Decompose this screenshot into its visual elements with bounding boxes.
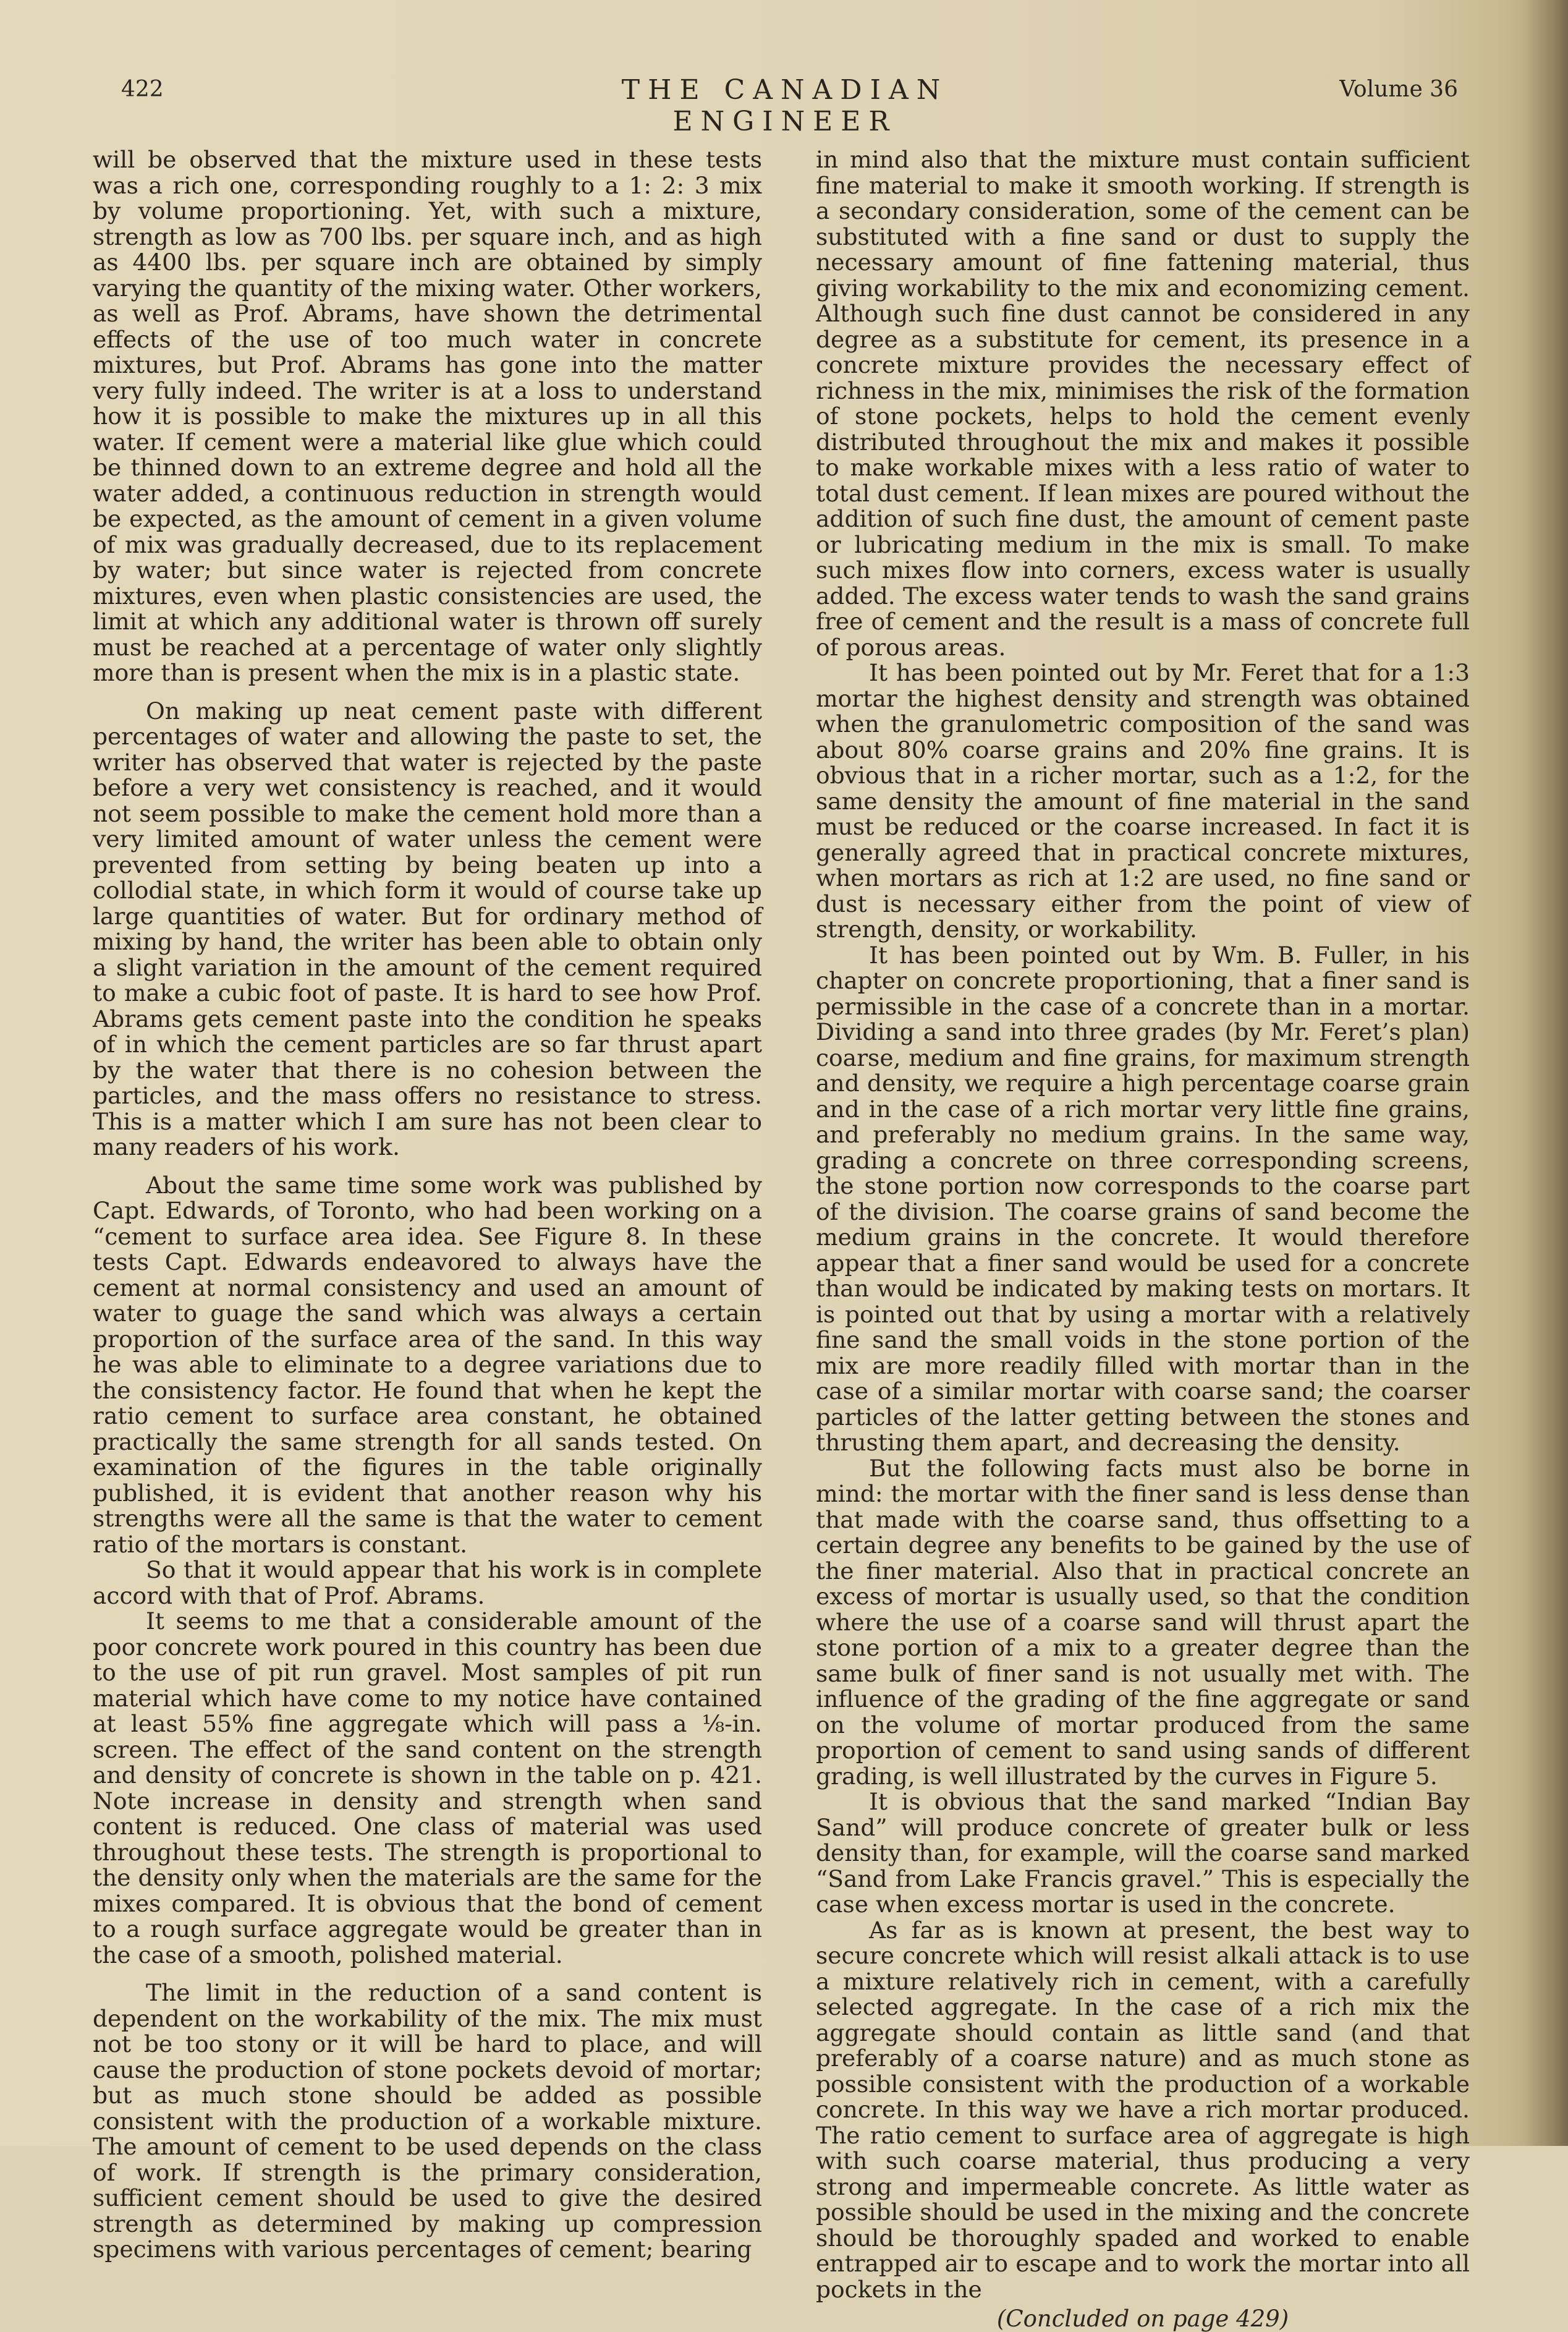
continuation-note: (Concluded on page 429) <box>996 2305 1289 2332</box>
paragraph: About the same time some work was published by Capt. Edwards, of Toronto, who had been working on a “cement to surface area idea. See Figure 8. In these tests Capt. Edwards endeavored to always have the cement at normal consistency and used an amount of water to guage the sand which was always a certain proportion of the surface area of the sand. In this way he was able to eliminate to a degree variations due to the consistency factor. He found that when he kept the ratio cement to surface area constant, he obtained practically the same strength for all sands tested. On examination of the figures in the table originally published, it is evident that another reason why his strengths were all the same is that the water to cement ratio of the mortars is constant. <box>93 1171 762 1558</box>
paragraph: It is obvious that the sand marked “Indian Bay Sand” will produce concrete of greater bulk or less density than, for example, will the coarse sand marked “Sand from Lake Francis gravel.” This is especially the case when excess mortar is used in the concrete. <box>816 1788 1470 1918</box>
journal-title: THE CANADIAN ENGINEER <box>621 74 949 137</box>
volume-label: Volume 36 <box>1339 77 1458 102</box>
paragraph: It has been pointed out by Wm. B. Fuller, in his chapter on concrete proportioning, that a finer sand is permissible in the case of a concrete than in a mortar. Dividing a sand into three grades (by Mr. Feret’s plan) coarse, medium and fine grains, for maximum strength and density, we require a high percentage coarse grain and in the case of a rich mortar very little fine grains, and preferably no medium grains. In the same way, grading a concrete on three corresponding screens, the stone portion now corresponds to the coarse part of the division. The coarse grains of sand become the medium grains in the concrete. It would therefore appear that a finer sand would be used for a concrete than would be indicated by making tests on mortars. It is pointed out that by using a mortar with a relatively fine sand the small voids in the stone portion of the mix are more readily filled with mortar than in the case of a similar mortar with coarse sand; the coarser particles of the latter getting between the stones and thrusting them apart, and decreasing the density. <box>816 941 1470 1456</box>
running-header <box>0 74 1568 137</box>
paragraph: On making up neat cement paste with different percentages of water and allowing the paste to set, the writer has observed that water is rejected by the paste before a very wet consistency is reached, and it would not seem possible to make the cement hold more than a very limited amount of water unless the cement were prevented from setting by being beaten up into a collodial state, in which form it would of course take up large quantities of water. But for ordinary method of mixing by hand, the writer has been able to obtain only a slight variation in the amount of the cement required to make a cubic foot of paste. It is hard to see how Prof. Abrams gets cement paste into the condition he speaks of in which the cement particles are so far thrust apart by the water that there is no cohesion between the particles, and the mass offers no resistance to stress. This is a matter which I am sure has not been clear to many readers of his work. <box>93 697 762 1160</box>
paragraph: It has been pointed out by Mr. Feret that for a 1:3 mortar the highest density and strength was obtained when the granulometric composition of the sand was about 80% coarse grains and 20% fine grains. It is obvious that in a richer mortar, such as a 1:2, for the same density the amount of fine material in the sand must be reduced or the coarse increased. In fact it is generally agreed that in practical concrete mixtures, when mortars as rich at 1:2 are used, no fine sand or dust is necessary either from the point of view of strength, density, or workability. <box>816 659 1470 943</box>
page-number: 422 <box>121 77 164 102</box>
paragraph: in mind also that the mixture must contain sufficient fine material to make it smooth working. If strength is a secondary consideration, some of the cement can be substituted with a fine sand or dust to supply the necessary amount of fine fattening material, thus giving workability to the mix and economizing cement. Although such fine dust cannot be considered in any degree as a substitute for cement, its presence in a concrete mixture provides the necessary effect of richness in the mix, minimises the risk of the formation of stone pockets, helps to hold the cement evenly distributed throughout the mix and makes it possible to make workable mixes with a less ratio of water to total dust cement. If lean mixes are poured without the addition of such fine dust, the amount of cement paste or lubricating medium in the mix is small. To make such mixes flow into corners, excess water is usually added. The excess water tends to wash the sand grains free of cement and the result is a mass of concrete full of porous areas. <box>816 146 1470 661</box>
left-column <box>93 147 762 2263</box>
paragraph: It seems to me that a considerable amount of the poor concrete work poured in this country has been due to the use of pit run gravel. Most samples of pit run material which have come to my notice have contained at least 55% fine aggregate which will pass a ⅛-in. screen. The effect of the sand content on the strength and density of concrete is shown in the table on p. 421. Note increase in density and strength when sand content is reduced. One class of material was used throughout these tests. The strength is proportional to the density only when the materials are the same for the mixes compared. It is obvious that the bond of cement to a rough surface aggregate would be greater than in the case of a smooth, polished material. <box>93 1607 762 1968</box>
right-column <box>816 147 1470 2332</box>
paragraph: The limit in the reduction of a sand content is dependent on the workability of the mix. The mix must not be too stony or it will be hard to place, and will cause the production of stone pockets devoid of mortar; but as much stone should be added as possible consistent with the production of a workable mixture. The amount of cement to be used depends on the class of work. If strength is the primary consideration, sufficient cement should be used to give the desired strength as determined by making up compression specimens with various percentages of cement; bearing <box>93 1979 762 2263</box>
paragraph: will be observed that the mixture used in these tests was a rich one, corresponding roughly to a 1: 2: 3 mix by volume proportioning. Yet, with such a mixture, strength as low as 700 lbs. per square inch, and as high as 4400 lbs. per square inch are obtained by simply varying the quantity of the mixing water. Other workers, as well as Prof. Abrams, have shown the detrimental effects of the use of too much water in concrete mixtures, but Prof. Abrams has gone into the matter very fully indeed. The writer is at a loss to understand how it is possible to make the mixtures up in all this water. If cement were a material like glue which could be thinned down to an extreme degree and hold all the water added, a continuous reduction in strength would be expected, as the amount of cement in a given volume of mix was gradually decreased, due to its replacement by water; but since water is rejected from concrete mixtures, even when plastic consistencies are used, the limit at which any additional water is thrown off surely must be reached at a percentage of water only slightly more than is present when the mix is in a plastic state. <box>93 146 762 686</box>
paragraph: So that it would appear that his work is in complete accord with that of Prof. Abrams. <box>93 1556 762 1609</box>
paragraph: As far as is known at present, the best way to secure concrete which will resist alkali attack is to use a mixture relatively rich in cement, with a carefully selected aggregate. In the case of a rich mix the aggregate should contain as little sand (and that preferably of a coarse nature) and as much stone as possible consistent with the production of a workable concrete. In this way we have a rich mortar produced. The ratio cement to surface area of aggregate is high with such coarse material, thus producing a very strong and impermeable concrete. As little water as possible should be used in the mixing and the concrete should be thoroughly spaded and worked to enable entrapped air to escape and to work the mortar into all pockets in the <box>816 1916 1470 2303</box>
paragraph: But the following facts must also be borne in mind: the mortar with the finer sand is less dense than that made with the coarse sand, thus offsetting to a certain degree any benefits to be gained by the use of the finer material. Also that in practical concrete an excess of mortar is usually used, so that the condition where the use of a coarse sand will thrust apart the stone portion of a mix to a greater degree than the same bulk of finer sand is not usually met with. The influence of the grading of the fine aggregate or sand on the volume of mortar produced from the same proportion of cement to sand using sands of different grading, is well illustrated by the curves in Figure 5. <box>816 1454 1470 1790</box>
